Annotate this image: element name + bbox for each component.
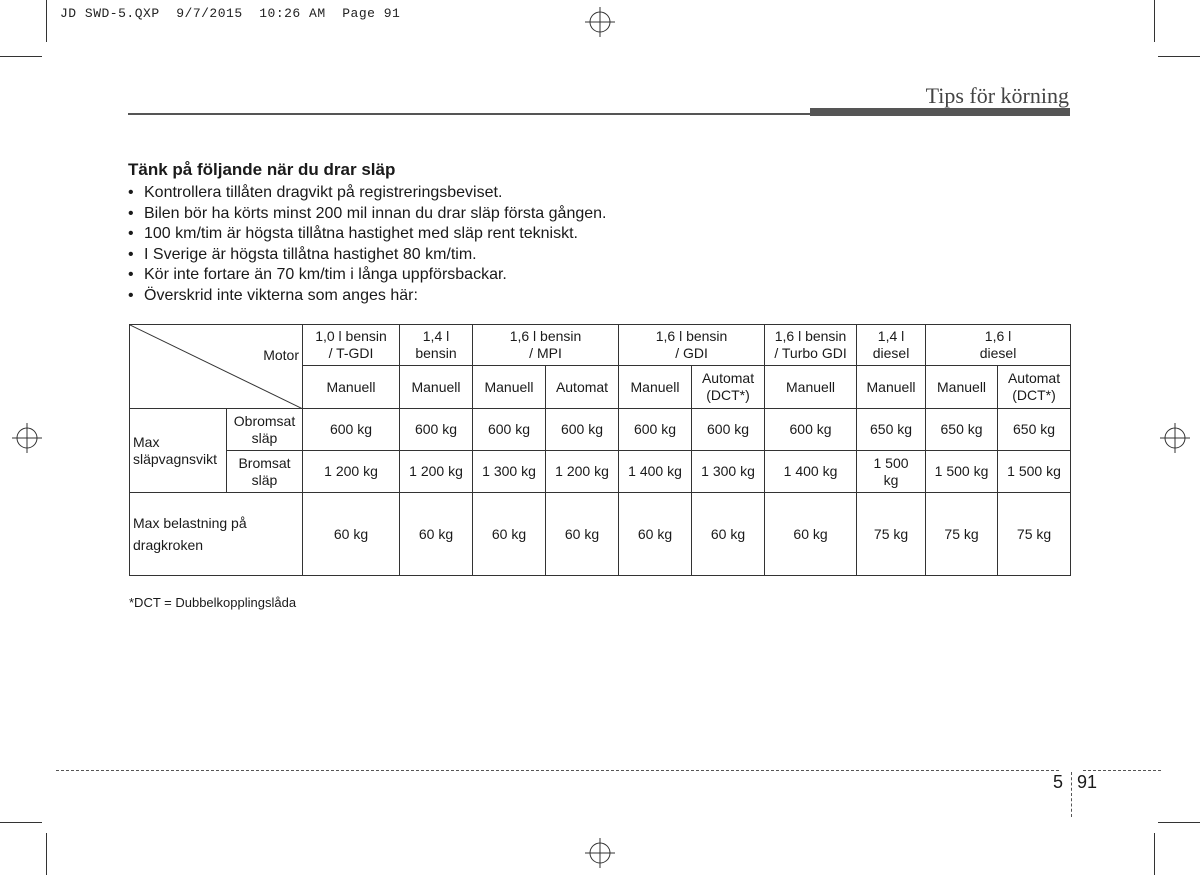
hitch-load-label [130, 493, 303, 576]
table-cell: 75 kg [926, 493, 998, 576]
table-cell: 600 kg [400, 409, 473, 451]
table-cell [692, 451, 765, 493]
engine-header [303, 325, 400, 366]
table-cell: 600 kg [303, 409, 400, 451]
cell-line2: kg [883, 471, 899, 488]
engine-header-line1: 1,4 l [422, 328, 450, 344]
bullet-list [128, 183, 1070, 306]
bullet-icon: • [128, 286, 134, 304]
max-trailer-label [130, 409, 227, 493]
engine-header-line1: 1,6 l [984, 328, 1012, 344]
registration-mark-icon [12, 423, 42, 453]
table-cell: 75 kg [998, 493, 1071, 576]
engine-header [473, 325, 619, 366]
cell-line1: 1 200 kg [555, 463, 609, 479]
table-cell [619, 451, 692, 493]
section-heading: Tänk på följande när du drar släp [128, 160, 396, 179]
engine-header-line1: 1,6 l bensin [774, 328, 847, 344]
transmission-header [619, 366, 692, 409]
table-cell: 60 kg [303, 493, 400, 576]
table-row [130, 493, 1071, 576]
table-cell: 60 kg [400, 493, 473, 576]
crop-mark [0, 822, 42, 823]
transmission-header [303, 366, 400, 409]
list-item [128, 265, 1070, 286]
transmission-header [765, 366, 857, 409]
row-label-line2: dragkroken [133, 537, 204, 553]
diagonal-line [130, 325, 303, 409]
engine-header-line2: / MPI [529, 345, 562, 361]
engine-header-line1: 1,0 l bensin [315, 328, 387, 344]
cell-line1: 1 500 kg [934, 463, 989, 479]
transmission-header [926, 366, 998, 409]
transmission-line2: (DCT*) [1012, 387, 1056, 403]
table-cell [303, 451, 400, 493]
table-cell: 650 kg [998, 409, 1071, 451]
table-cell: 60 kg [473, 493, 546, 576]
transmission-header [998, 366, 1071, 409]
crop-mark [0, 56, 42, 57]
cell-line1: 1 500 kg [1007, 463, 1061, 479]
table-cell: 60 kg [765, 493, 857, 576]
engine-header [926, 325, 1071, 366]
row-label-line1: Obromsat [233, 412, 296, 429]
transmission-header [473, 366, 546, 409]
transmission-line1: Manuell [326, 378, 376, 395]
table-cell [765, 451, 857, 493]
cell-line1: 1 200 kg [324, 463, 378, 479]
transmission-line1: Manuell [411, 378, 461, 395]
engine-header [765, 325, 857, 366]
footnote: *DCT = Dubbelkopplingslåda [129, 595, 297, 610]
page-number: 91 [1077, 772, 1098, 792]
transmission-line1: Automat [1007, 370, 1061, 386]
list-item [128, 183, 1070, 204]
engine-header-line2: diesel [979, 345, 1017, 361]
table-cell: 60 kg [619, 493, 692, 576]
transmission-line1: Manuell [630, 378, 680, 395]
registration-mark-icon [585, 7, 615, 37]
table-cell: 600 kg [765, 409, 857, 451]
transmission-line1: Manuell [866, 378, 916, 395]
table-row [130, 325, 1071, 366]
bullet-icon: • [128, 225, 134, 242]
cell-line1: 1 300 kg [482, 463, 536, 479]
table-cell: 75 kg [857, 493, 926, 576]
transmission-header [692, 366, 765, 409]
crop-mark [1154, 0, 1155, 42]
section-title: Tips för körning [925, 83, 1069, 108]
registration-mark-icon [585, 838, 615, 868]
body-content [128, 160, 1070, 306]
footer-dashed-rule [56, 770, 1059, 771]
table-row [130, 451, 1071, 493]
cell-line1: 1 300 kg [701, 463, 755, 479]
engine-header-line1: 1,4 l [877, 328, 905, 344]
list-item [128, 286, 1070, 307]
chapter-number: 5 [1053, 772, 1064, 792]
table-cell: 650 kg [926, 409, 998, 451]
engine-header [857, 325, 926, 366]
transmission-line1: Manuell [484, 378, 534, 395]
bullet-icon: • [128, 184, 134, 201]
footer-dashed-rule [1083, 770, 1161, 771]
cell-line1: 1 400 kg [628, 463, 682, 479]
table-cell [857, 451, 926, 493]
engine-header-line2: diesel [872, 345, 910, 361]
list-item [128, 204, 1070, 225]
transmission-header [400, 366, 473, 409]
print-header: JD SWD-5.QXP 9/7/2015 10:26 AM Page 91 [60, 6, 401, 21]
bullet-text: Överskrid inte vikterna som anges här: [144, 286, 418, 304]
unbraked-label [227, 409, 303, 451]
row-label-line2: släpvagnsvikt [133, 450, 218, 467]
bullet-icon: • [128, 266, 134, 283]
row-label-line2: släp [251, 429, 278, 446]
transmission-line1: Automat [701, 370, 755, 386]
table-cell [998, 451, 1071, 493]
list-item [128, 224, 1070, 245]
bullet-icon: • [128, 204, 134, 222]
engine-header-line1: 1,6 l bensin [509, 328, 582, 344]
engine-header [400, 325, 473, 366]
row-label-line1: Max [133, 433, 160, 450]
transmission-header [857, 366, 926, 409]
cell-line1: 1 400 kg [783, 463, 838, 479]
table-cell [400, 451, 473, 493]
cell-line1: 1 500 [873, 454, 909, 471]
table-cell: 600 kg [619, 409, 692, 451]
table-cell: 650 kg [857, 409, 926, 451]
row-label-line1: Max belastning på [133, 515, 247, 531]
transmission-line1: Manuell [937, 378, 987, 395]
braked-label [227, 451, 303, 493]
engine-header-line2: bensin [415, 345, 457, 361]
header-rule-bar [810, 108, 1070, 116]
transmission-line1: Manuell [786, 378, 836, 395]
footer-dashed-divider [1071, 772, 1072, 817]
bullet-text: Kör inte fortare än 70 km/tim i långa uppförsbackar. [144, 266, 507, 283]
bullet-text: Kontrollera tillåten dragvikt på registreringsbeviset. [144, 184, 503, 201]
table-cell: 600 kg [546, 409, 619, 451]
engine-header-line2: / Turbo GDI [774, 345, 847, 361]
engine-header-line2: / GDI [675, 345, 708, 361]
row-label-line2: släp [251, 471, 278, 488]
bullet-text: I Sverige är högsta tillåtna hastighet 80 km/tim. [144, 245, 477, 263]
crop-mark [1154, 833, 1155, 875]
row-label-line1: Bromsat [238, 454, 291, 471]
crop-mark [1158, 56, 1200, 57]
towing-capacity-table [129, 324, 1071, 576]
table-row [130, 409, 1071, 451]
table-cell: 60 kg [692, 493, 765, 576]
list-item [128, 245, 1070, 266]
table-cell [546, 451, 619, 493]
bullet-text: Bilen bör ha körts minst 200 mil innan du drar släp första gången. [144, 204, 607, 222]
engine-header-line2: / T-GDI [328, 345, 374, 361]
table-cell: 60 kg [546, 493, 619, 576]
crop-mark [1158, 822, 1200, 823]
table-cell: 600 kg [692, 409, 765, 451]
crop-mark [46, 833, 47, 875]
transmission-header [546, 366, 619, 409]
transmission-line1: Automat [555, 378, 609, 395]
table-cell [926, 451, 998, 493]
transmission-line2: (DCT*) [706, 387, 750, 403]
bullet-text: 100 km/tim är högsta tillåtna hastighet med släp rent tekniskt. [144, 225, 578, 242]
cell-line1: 1 200 kg [409, 463, 463, 479]
table-cell [473, 451, 546, 493]
engine-header-line1: 1,6 l bensin [655, 328, 728, 344]
engine-header [619, 325, 765, 366]
table-corner-cell [130, 325, 303, 409]
registration-mark-icon [1160, 423, 1190, 453]
bullet-icon: • [128, 245, 134, 263]
header-rule [128, 113, 810, 115]
motor-label: Motor [263, 347, 299, 363]
crop-mark [46, 0, 47, 42]
table-cell: 600 kg [473, 409, 546, 451]
